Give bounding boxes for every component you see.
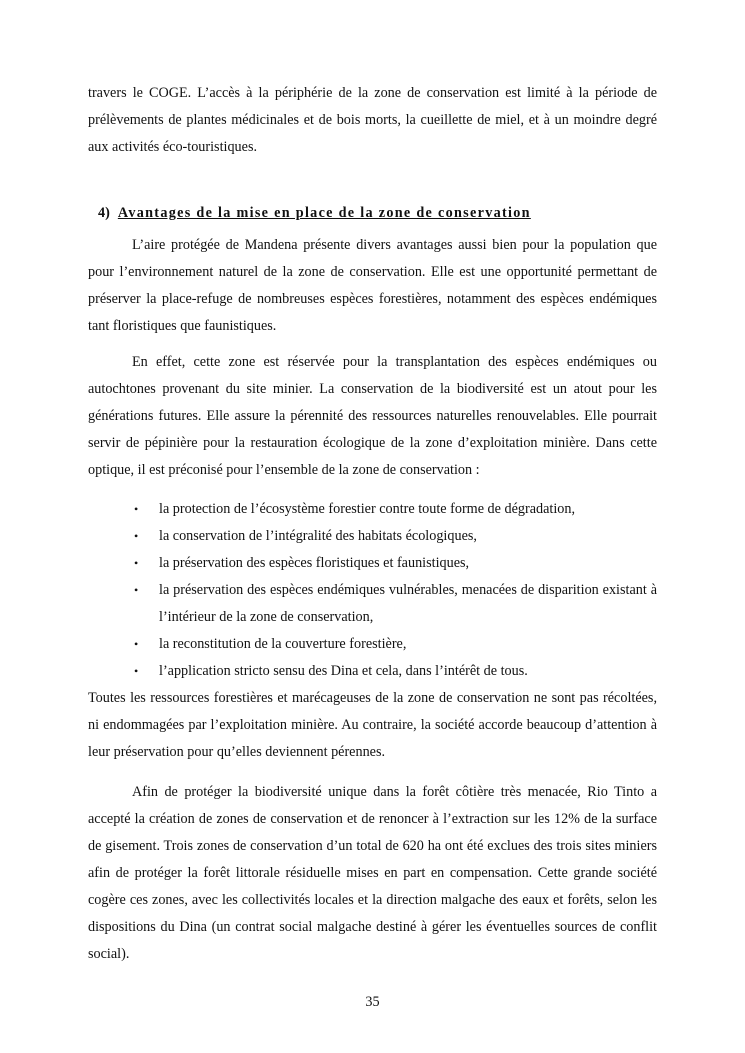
paragraph-resources: Toutes les ressources forestières et marécageuses de la zone de conservation ne sont pas récoltées, ni endommagées par l’exploitation minière. Au contraire, la société accorde beaucoup d’attention à leur préservation pour qu’elles deviennent pérennes. (88, 690, 657, 760)
list-item (88, 496, 657, 523)
section-heading (98, 202, 657, 224)
bullet-icon: • (134, 583, 139, 597)
list-item-text: la protection de l’écosystème forestier contre toute forme de dégradation, (159, 501, 575, 517)
list-item (88, 577, 657, 631)
bullet-icon: • (134, 664, 139, 678)
paragraph-rio-tinto: Afin de protéger la biodiversité unique dans la forêt côtière très menacée, Rio Tinto a accepté la création de zones de conservation et de renoncer à l’extraction sur les 12% de la surface de gisement. Trois zones de conservation d’un total de 620 ha ont été exclues des trois sites miniers afin de protéger la forêt littorale résiduelle mises en part en compensation. Cette grande société cogère ces zones, avec les collectivités locales et la direction malgache des eaux et forêts, selon les dispositions du Dina (un contrat social malgache destiné à gérer les éventuelles sources de conflit social). (88, 784, 657, 962)
list-item (88, 523, 657, 550)
recommendation-list (88, 496, 657, 685)
section-title: Avantages de la mise en place de la zone de conservation (117, 205, 531, 221)
list-item-text: la conservation de l’intégralité des habitats écologiques, (159, 528, 477, 544)
list-item-text: la reconstitution de la couverture forestière, (159, 636, 407, 652)
paragraph-continuation: travers le COGE. L’accès à la périphérie de la zone de conservation est limité à la période de prélèvements de plantes médicinales et de bois morts, la cueillette de miel, et à un moindre degré aux activités éco-touristiques. (88, 85, 657, 155)
list-item (88, 631, 657, 658)
list-item-text: l’application stricto sensu des Dina et cela, dans l’intérêt de tous. (159, 663, 528, 679)
list-item (88, 658, 657, 685)
paragraph-advantages: L’aire protégée de Mandena présente divers avantages aussi bien pour la population que pour l’environnement naturel de la zone de conservation. Elle est une opportunité permettant de préserver la place-refuge de nombreuses espèces forestières, notamment des espèces endémiques tant floristiques que faunistiques. (88, 237, 657, 334)
bullet-icon: • (134, 502, 139, 516)
page-number: 35 (365, 994, 380, 1010)
bullet-icon: • (134, 637, 139, 651)
document-body (88, 80, 657, 968)
paragraph-transplantation: En effet, cette zone est réservée pour la transplantation des espèces endémiques ou autochtones provenant du site minier. La conservation de la biodiversité est un atout pour les générations futures. Elle assure la pérennité des ressources naturelles renouvelables. Elle pourrait servir de pépinière pour la restauration écologique de la zone d’exploitation minière. Dans cette optique, il est préconisé pour l’ensemble de la zone de conservation : (88, 354, 657, 478)
list-item-text: la préservation des espèces floristiques et faunistiques, (159, 555, 470, 571)
list-item (88, 550, 657, 577)
list-item-text: la préservation des espèces endémiques vulnérables, menacées de disparition existant à l’intérieur de la zone de conservation, (159, 582, 657, 625)
bullet-icon: • (134, 556, 139, 570)
bullet-icon: • (134, 529, 139, 543)
section-number: 4) (98, 205, 110, 221)
